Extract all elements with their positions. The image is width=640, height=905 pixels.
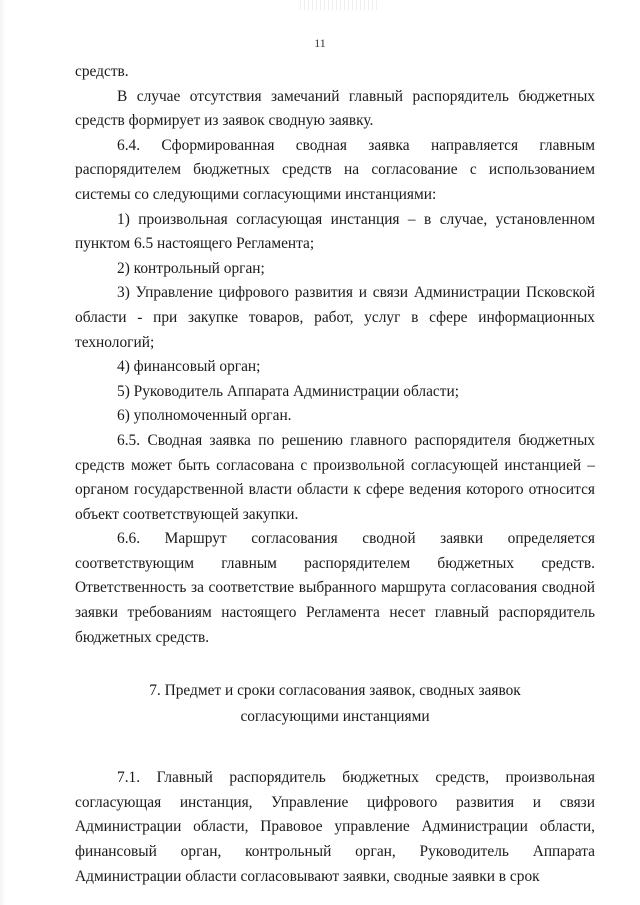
document-body: [75, 60, 595, 889]
paragraph: средств.: [75, 63, 129, 80]
section-heading-line: согласующими инстанциями: [240, 708, 430, 726]
scan-artifact: [300, 0, 380, 10]
list-item: 1) произвольная согласующая инстанция – в случае, установленном пунктом 6.5 настоящего Регламента;: [75, 210, 595, 253]
scan-artifact: [0, 0, 6, 905]
paragraph-6-4: 6.4. Сформированная сводная заявка направляется главным распорядителем бюджетных средств на согласование с использованием системы со следующими согласующими инстанциями:: [75, 136, 595, 203]
paragraph: В случае отсутствия замечаний главный распорядитель бюджетных средств формирует из заявок сводную заявку.: [75, 87, 595, 130]
page-number: 11: [314, 36, 326, 50]
section-heading: [75, 678, 595, 730]
list-item: 3) Управление цифрового развития и связи Администрации Псковской области - при закупке товаров, работ, услуг в сфере информационных технологий;: [75, 284, 595, 351]
list-item: 6) уполномоченный орган.: [117, 407, 292, 425]
paragraph-6-6: 6.6. Маршрут согласования сводной заявки определяется соответствующим главным распорядителем бюджетных средств. Ответственность за соответствие выбранного маршрута согласования сводной заявки требованиям настоящего Регламента несет главный распорядитель бюджетных средств.: [75, 530, 595, 646]
list-item: 4) финансовый орган;: [117, 358, 261, 376]
paragraph-7-1: 7.1. Главный распорядитель бюджетных средств, произвольная согласующая инстанция, Управление цифрового развития и связи Администрации области, Правовое управление Администрации области, финансовый орган, контрольный орган, Руководитель Аппарата Администрации области согласовывают заявки, сводные заявки в срок: [75, 769, 595, 885]
section-heading-line: 7. Предмет и сроки согласования заявок, сводных заявок: [149, 682, 521, 700]
list-item: 2) контрольный орган;: [117, 259, 265, 277]
list-item: 5) Руководитель Аппарата Администрации области;: [117, 382, 459, 400]
paragraph-6-5: 6.5. Сводная заявка по решению главного распорядителя бюджетных средств может быть согласована с произвольной согласующей инстанцией – органом государственной власти области к сфере ведения которого относится объект соответствующей закупки.: [75, 431, 595, 523]
